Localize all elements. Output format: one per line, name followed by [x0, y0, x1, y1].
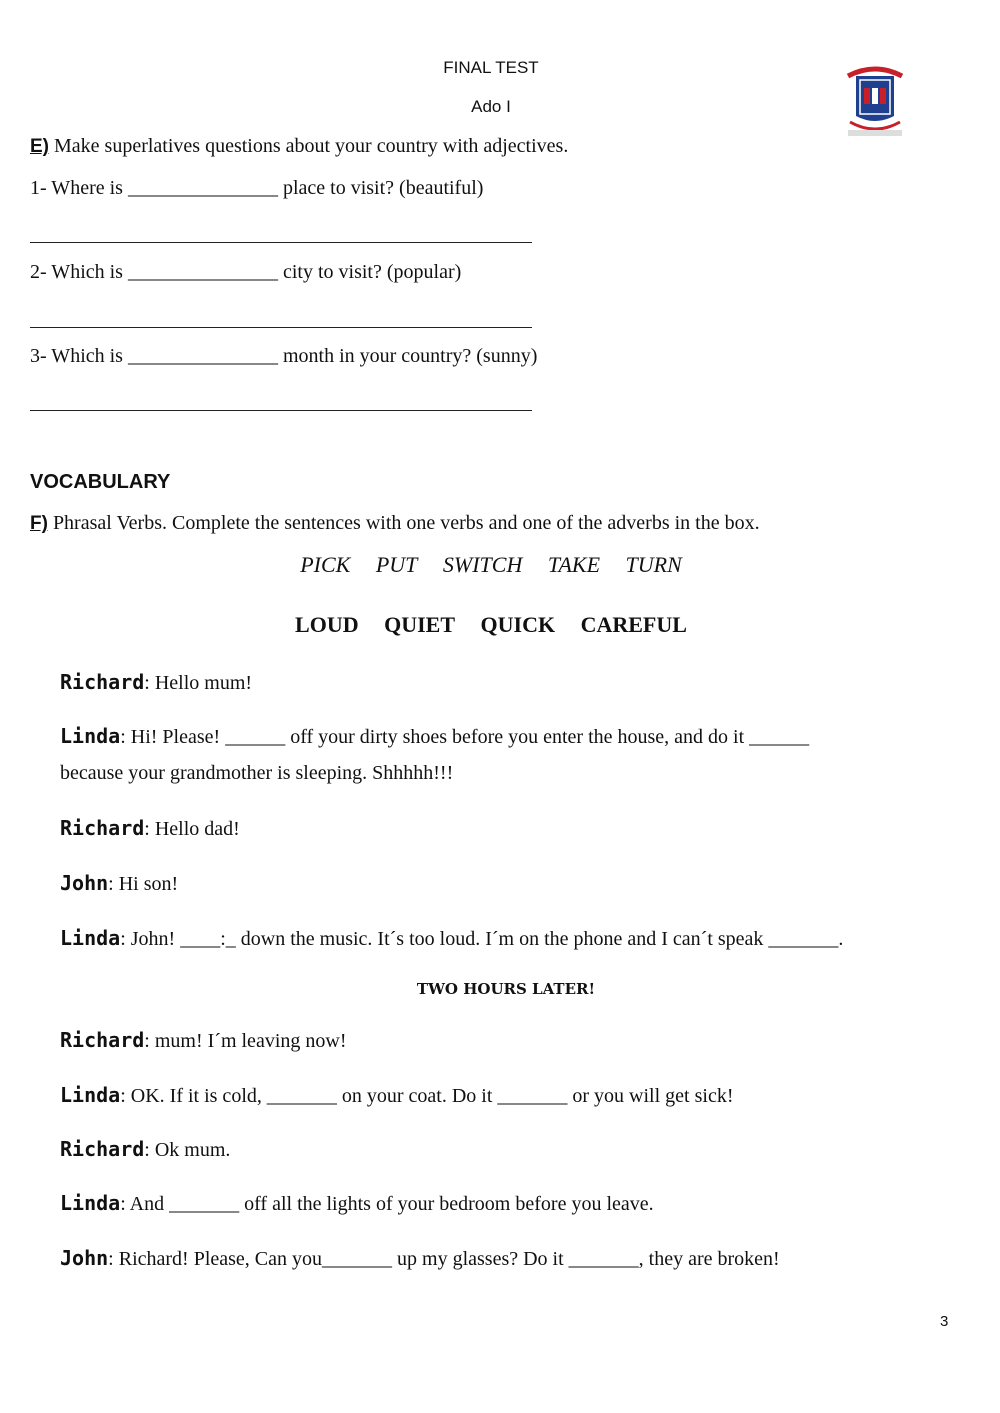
- verb-box: [0, 552, 982, 578]
- dialogue-text: : mum! I´m leaving now!: [144, 1030, 347, 1052]
- two-hours-later-banner: TWO HOURS LATER!: [416, 980, 596, 998]
- verb-word: TURN: [625, 552, 682, 577]
- question-text: Which is: [46, 261, 128, 283]
- dialogue-line: [60, 1028, 346, 1053]
- dialogue-line: [60, 1083, 733, 1108]
- verb-word: SWITCH: [442, 552, 523, 577]
- question-text: place to visit? (beautiful): [277, 177, 484, 199]
- speaker-name: Linda: [60, 926, 121, 950]
- section-f-label: F): [30, 513, 48, 534]
- question-text: Where is: [46, 177, 128, 199]
- dialogue-text: : Hi son!: [108, 873, 179, 895]
- dialogue-text: : And _______ off all the lights of your bedroom before you leave.: [120, 1193, 654, 1215]
- dialogue-line: [60, 1137, 230, 1162]
- vocabulary-heading: VOCABULARY: [30, 471, 171, 493]
- question-2: [30, 261, 461, 284]
- section-e-text: Make superlatives questions about your country with adjectives.: [49, 135, 569, 157]
- speaker-name: Richard: [60, 1137, 145, 1161]
- adverb-word: LOUD: [295, 612, 359, 637]
- dialogue-line: [60, 871, 178, 896]
- adverb-word: QUICK: [480, 612, 556, 637]
- section-e-label: E): [30, 136, 49, 157]
- dialogue-text: : Hi! Please! ______ off your dirty shoes before you enter the house, and do it ______: [120, 726, 810, 748]
- section-f-text: Phrasal Verbs. Complete the sentences with one verbs and one of the adverbs in the box.: [47, 512, 760, 534]
- page-title: FINAL TEST: [443, 58, 539, 77]
- question-text: month in your country? (sunny): [277, 345, 538, 367]
- answer-line-3[interactable]: [30, 410, 532, 411]
- speaker-name: Richard: [60, 670, 145, 694]
- page-number: 3: [940, 1313, 949, 1330]
- dialogue-line: [60, 1191, 654, 1216]
- question-3: [30, 345, 537, 368]
- dialogue-text: : Richard! Please, Can you_______ up my glasses? Do it _______, they are broken!: [108, 1248, 780, 1270]
- dialogue-line: [60, 1246, 780, 1271]
- dialogue-line: [60, 926, 843, 951]
- speaker-name: Richard: [60, 816, 145, 840]
- speaker-name: Richard: [60, 1028, 145, 1052]
- question-text: Which is: [46, 345, 128, 367]
- dialogue-line: [60, 724, 809, 749]
- speaker-name: Linda: [60, 724, 121, 748]
- fill-blank[interactable]: _______________: [127, 177, 278, 199]
- fill-blank[interactable]: _______________: [127, 261, 278, 283]
- section-e-instruction: [30, 135, 568, 158]
- adverb-word: QUIET: [384, 612, 456, 637]
- fill-blank[interactable]: _______________: [127, 345, 278, 367]
- dialogue-line: [60, 816, 240, 841]
- question-number: 2-: [30, 261, 47, 283]
- question-number: 3-: [30, 345, 47, 367]
- answer-line-2[interactable]: [30, 327, 532, 328]
- speaker-name: Linda: [60, 1083, 121, 1107]
- adverb-box: [0, 612, 982, 638]
- question-text: city to visit? (popular): [277, 261, 462, 283]
- dialogue-text: : John! ____:_ down the music. It´s too loud. I´m on the phone and I can´t speak _______.: [120, 928, 844, 950]
- page-subtitle: Ado I: [471, 97, 511, 116]
- dialogue-line: [60, 670, 252, 695]
- dialogue-text: : Hello dad!: [144, 818, 240, 840]
- dialogue-text: : OK. If it is cold, _______ on your coat. Do it _______ or you will get sick!: [120, 1085, 734, 1107]
- verb-word: PUT: [375, 552, 418, 577]
- speaker-name: John: [60, 1246, 109, 1270]
- question-1: [30, 177, 483, 200]
- section-f-instruction: [30, 512, 760, 535]
- verb-word: PICK: [300, 552, 351, 577]
- school-logo: [842, 60, 908, 138]
- dialogue-continuation: because your grandmother is sleeping. Shhhhh!!!: [60, 762, 454, 784]
- adverb-word: CAREFUL: [580, 612, 687, 637]
- speaker-name: John: [60, 871, 109, 895]
- verb-word: TAKE: [547, 552, 601, 577]
- dialogue-text: : Ok mum.: [144, 1139, 231, 1161]
- dialogue-text: : Hello mum!: [144, 672, 253, 694]
- question-number: 1-: [30, 177, 47, 199]
- answer-line-1[interactable]: [30, 242, 532, 243]
- speaker-name: Linda: [60, 1191, 121, 1215]
